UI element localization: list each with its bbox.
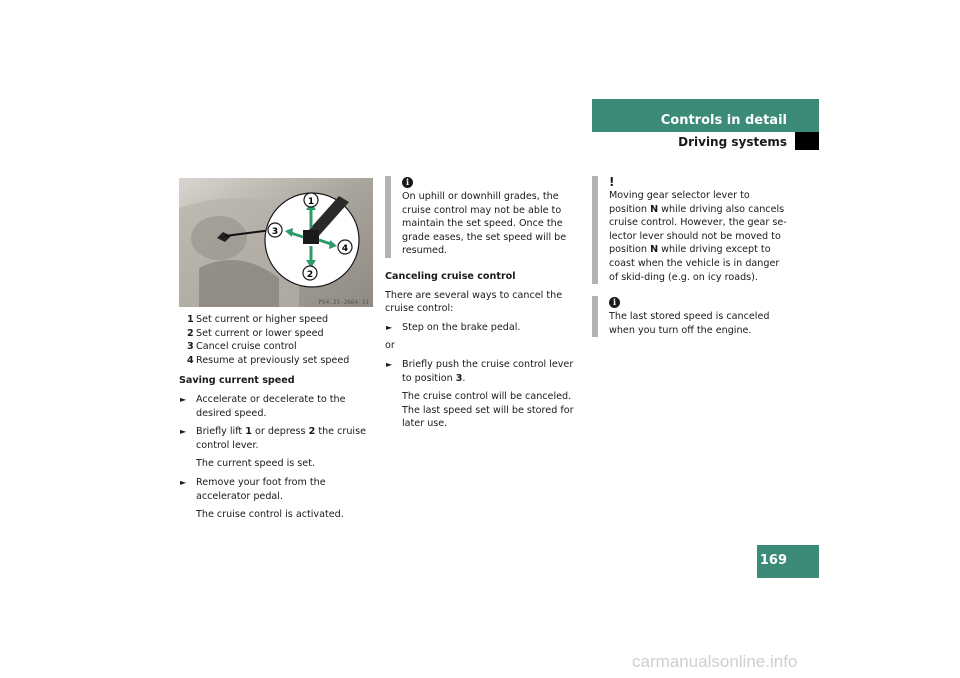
arrow-bullet-icon: ► [386,322,393,332]
position-ref: 3 [455,372,463,384]
warning-text-part: Moving gear selector lever to position [609,190,750,215]
step-text: Briefly lift [196,426,246,438]
instruction-step [385,358,581,385]
column-right [592,176,788,337]
step-text: or depress [251,426,309,438]
page-number-box [757,545,819,578]
cruise-control-illustration [179,178,373,307]
legend-number: 4 [187,354,194,366]
legend-text: Set current or higher speed [196,314,329,325]
arrow-bullet-icon: ► [180,427,187,437]
instruction-step [179,476,375,503]
legend-text: Resume at previously set speed [196,354,350,366]
note-bar [592,176,598,284]
gear-position-ref: N [650,244,659,256]
column-left [179,313,375,522]
cruise-control-figure [179,178,373,307]
legend-number: 2 [187,327,194,339]
warning-text [609,189,788,284]
callout-1-label: 1 [307,197,315,207]
step-text: Accelerate or decelerate to the desired speed. [196,393,346,419]
legend-item [187,313,375,327]
note-text: The last stored speed is canceled when you turn off the engine. [609,311,770,336]
callout-4-label: 4 [341,244,349,254]
info-note [592,296,788,337]
legend-number: 3 [187,341,194,353]
step-text: Remove your foot from the accelerator pedal. [196,476,326,502]
position-ref: 1 [245,426,252,438]
subsection-header [592,132,819,150]
step-result: The current speed is set. [196,458,316,470]
saving-heading: Saving current speed [179,375,295,387]
step-text: Briefly push the cruise control lever to position [402,358,574,384]
step-result: The cruise control will be canceled. The last speed set will be stored for later use. [402,391,574,430]
canceling-heading: Canceling cruise control [385,270,516,282]
info-icon: i [402,177,413,188]
step-text: the cruise control lever. [196,426,366,451]
legend-item [187,340,375,354]
callout-2-label: 2 [306,270,314,280]
warning-text-part: while driving also cancels cruise control. However, the gear se-lector lever should not be moved to position [609,203,787,256]
figure-code: P54.25-2664-31 [318,299,369,306]
arrow-bullet-icon: ► [386,359,393,369]
step-text: . [462,372,466,384]
legend-item [187,327,375,341]
watermark: carmanualsonline.info [632,652,798,671]
legend-number: 1 [187,314,194,325]
section-header-band [592,99,819,132]
warning-text-part: while driving except to coast when the vehicle is in danger of skid-ding (e.g. on icy roads). [609,244,780,283]
gear-position-ref: N [650,203,659,215]
warning-note [592,176,788,284]
column-middle [385,176,581,431]
instruction-step [385,321,581,335]
note-bar [385,176,391,258]
header-marker [795,132,819,150]
section-title: Controls in detail [660,113,787,128]
arrow-bullet-icon: ► [180,394,187,404]
legend-text: Set current or lower speed [196,327,324,339]
canceling-intro: There are several ways to cancel the cruise control: [385,289,563,315]
instruction-step [179,425,375,452]
page-number: 169 [759,553,787,568]
or-text: or [385,340,395,352]
warning-icon: ! [609,175,615,189]
callout-3-label: 3 [271,227,279,237]
step-text: Step on the brake pedal. [402,321,521,333]
note-text: On uphill or downhill grades, the cruise control may not be able to maintain the set speed. Once the grade eases, the set speed will be resumed. [402,191,567,257]
legend-item [187,354,375,368]
info-icon: i [609,297,620,308]
instruction-step [179,393,375,420]
arrow-bullet-icon: ► [180,477,187,487]
step-result: The cruise control is activated. [196,509,344,521]
position-ref: 2 [308,426,316,438]
note-bar [592,296,598,337]
subsection-title: Driving systems [678,135,787,149]
legend-text: Cancel cruise control [196,341,297,353]
info-note [385,176,581,258]
